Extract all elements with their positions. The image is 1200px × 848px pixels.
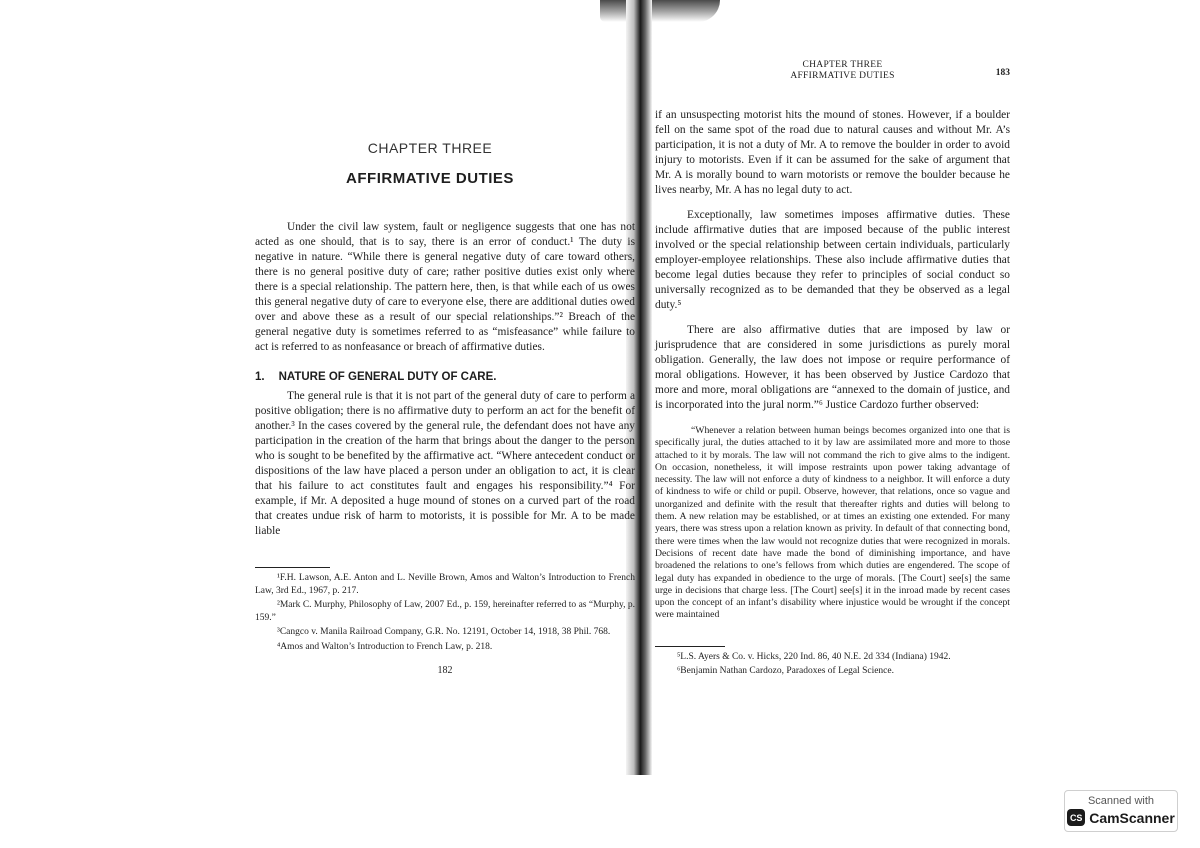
footnote-4: ⁴Amos and Walton’s Introduction to French Law, p. 218. <box>277 641 493 652</box>
scanned-with-label: Scanned with <box>1087 795 1155 807</box>
section-number: 1. <box>255 371 265 383</box>
camscanner-watermark <box>1064 790 1178 832</box>
footnote-2: ²Mark C. Murphy, Philosophy of Law, 2007 Ed., p. 159, hereinafter referred to as “Murphy, p. 159.” <box>255 600 635 623</box>
page-number-right: 183 <box>995 68 1010 78</box>
running-head-chapter: CHAPTER THREE <box>802 60 883 70</box>
footnote-1: ¹F.H. Lawson, A.E. Anton and L. Neville Brown, Amos and Walton’s Introduction to French Law, 3rd Ed., 1967, p. 217. <box>255 573 635 596</box>
book-spine-shadow-top <box>600 0 720 22</box>
section-title: NATURE OF GENERAL DUTY OF CARE. <box>278 371 497 383</box>
running-head-title: AFFIRMATIVE DUTIES <box>790 71 895 81</box>
section-paragraph: The general rule is that it is not part of the general duty of care to perform a positive obligation; there is no affirmative duty to perform an act for the benefit of another.³ In the cases covered by the general rule, the defendant does not have any participation in the creation of the harm that brings about the danger to the person who is sought to be benefited by the affirmative act. “Where antecedent conduct or dispositions of the law have placed a person under an obligation to act, it is clear that his failure to act constitutes fault and engages his responsibility.”⁴ For example, if Mr. A deposited a huge mound of stones on a curved part of the road that creates undue risk of harm to motorists, it is possible for Mr. A to be made liable <box>255 390 635 537</box>
camscanner-brand: CamScanner <box>1089 809 1175 826</box>
footnote-6: ⁶Benjamin Nathan Cardozo, Paradoxes of Legal Science. <box>677 666 894 677</box>
section-heading <box>255 371 635 383</box>
running-head <box>675 60 1010 82</box>
page-number-left: 182 <box>437 665 453 676</box>
chapter-title: AFFIRMATIVE DUTIES <box>346 170 514 187</box>
cardozo-quote: “Whenever a relation between human beings becomes organized into one that is specifically jural, the duties attached to it by law are assimilated more and more to those attached to it by morals. The law will not command the rich to give alms to the indigent. On occasion, nonetheless, it will impose restraints upon power taking advantage of necessity. The law will not enforce a duty of kindness to a neighbor. It will enforce a duty of kindness to wife or child or pupil. Observe, however, that relations, once so vague and unorganized and definite with the result that thereafter rights and duties will belong to them. A new relation may be established, or at times an existing one extended. For many years, there was stress upon a relation known as privity. In default of that connecting bond, there were times when the law would not recognize duties that were recognized in morals. Decisions of recent date have made the bond of diminishing importance, and have broadened the relations to one’s fellows from which duties are engendered. The scope of legal duty has expanded in obedience to the urge of morals. [The Court] see[s] the same urge in decisions that charge less. [The Court] see[s] it in the inroad made by recent cases upon the concept of an infant’s disability where injustice would be wrought if the concept were maintained <box>655 425 1010 621</box>
chapter-label: CHAPTER THREE <box>367 140 493 156</box>
continuation-paragraph: if an unsuspecting motorist hits the mound of stones. However, if a boulder fell on the same spot of the road due to natural causes and without Mr. A’s participation, it is not a duty of Mr. A to remove the boulder in order to avoid injury to motorists. Even if it can be assumed for the sake of argument that Mr. A is morally bound to warn motorists or remove the boulder because he lives nearby, Mr. A has no legal duty to act. <box>655 109 1010 196</box>
footnote-3: ³Cangco v. Manila Railroad Company, G.R. No. 12191, October 14, 1918, 38 Phil. 768. <box>277 627 611 637</box>
left-page <box>255 140 635 676</box>
exceptions-paragraph: Exceptionally, law sometimes imposes affirmative duties. These include affirmative duties that are imposed because of the public interest involved or the special relationship between certain individuals, particularly employer-employee relationships. These also include affirmative duties that become legal duties because they refer to principles of social conduct so universally recognized as to be demanded that they be observed as a legal duty.⁵ <box>655 209 1010 311</box>
footnote-5: ⁵L.S. Ayers & Co. v. Hicks, 220 Ind. 86, 40 N.E. 2d 334 (Indiana) 1942. <box>677 651 951 662</box>
intro-paragraph: Under the civil law system, fault or negligence suggests that one has not acted as one should, that is to say, there is an error of conduct.¹ The duty is negative in nature. “While there is general negative duty of care toward others, there is no general positive duty of care; rather positive duties exist only where there is a special relationship. The pattern here, then, is that while each of us owes this general negative duty of care to everyone else, there are additional duties owed over and above these as a result of our special relationships.”² Breach of the general negative duty is sometimes referred to as “misfeasance” while failure to act is referred to as nonfeasance or breach of affirmative duties. <box>255 221 635 353</box>
footnote-divider <box>255 567 330 568</box>
camscanner-logo <box>1065 809 1177 826</box>
camscanner-logo-icon: CS <box>1067 809 1085 826</box>
footnote-divider-right <box>655 646 725 647</box>
right-page <box>655 60 1010 678</box>
moral-obligations-paragraph: There are also affirmative duties that are imposed by law or jurisprudence that are considered in some jurisdictions as purely moral obligation. Generally, the law does not impose or require performance of moral obligations. However, it has been observed by Justice Cardozo that more and more, moral obligations are “annexed to the domain of justice, and is incorporated into the jural norm.”⁶ Justice Cardozo further observed: <box>655 324 1010 411</box>
